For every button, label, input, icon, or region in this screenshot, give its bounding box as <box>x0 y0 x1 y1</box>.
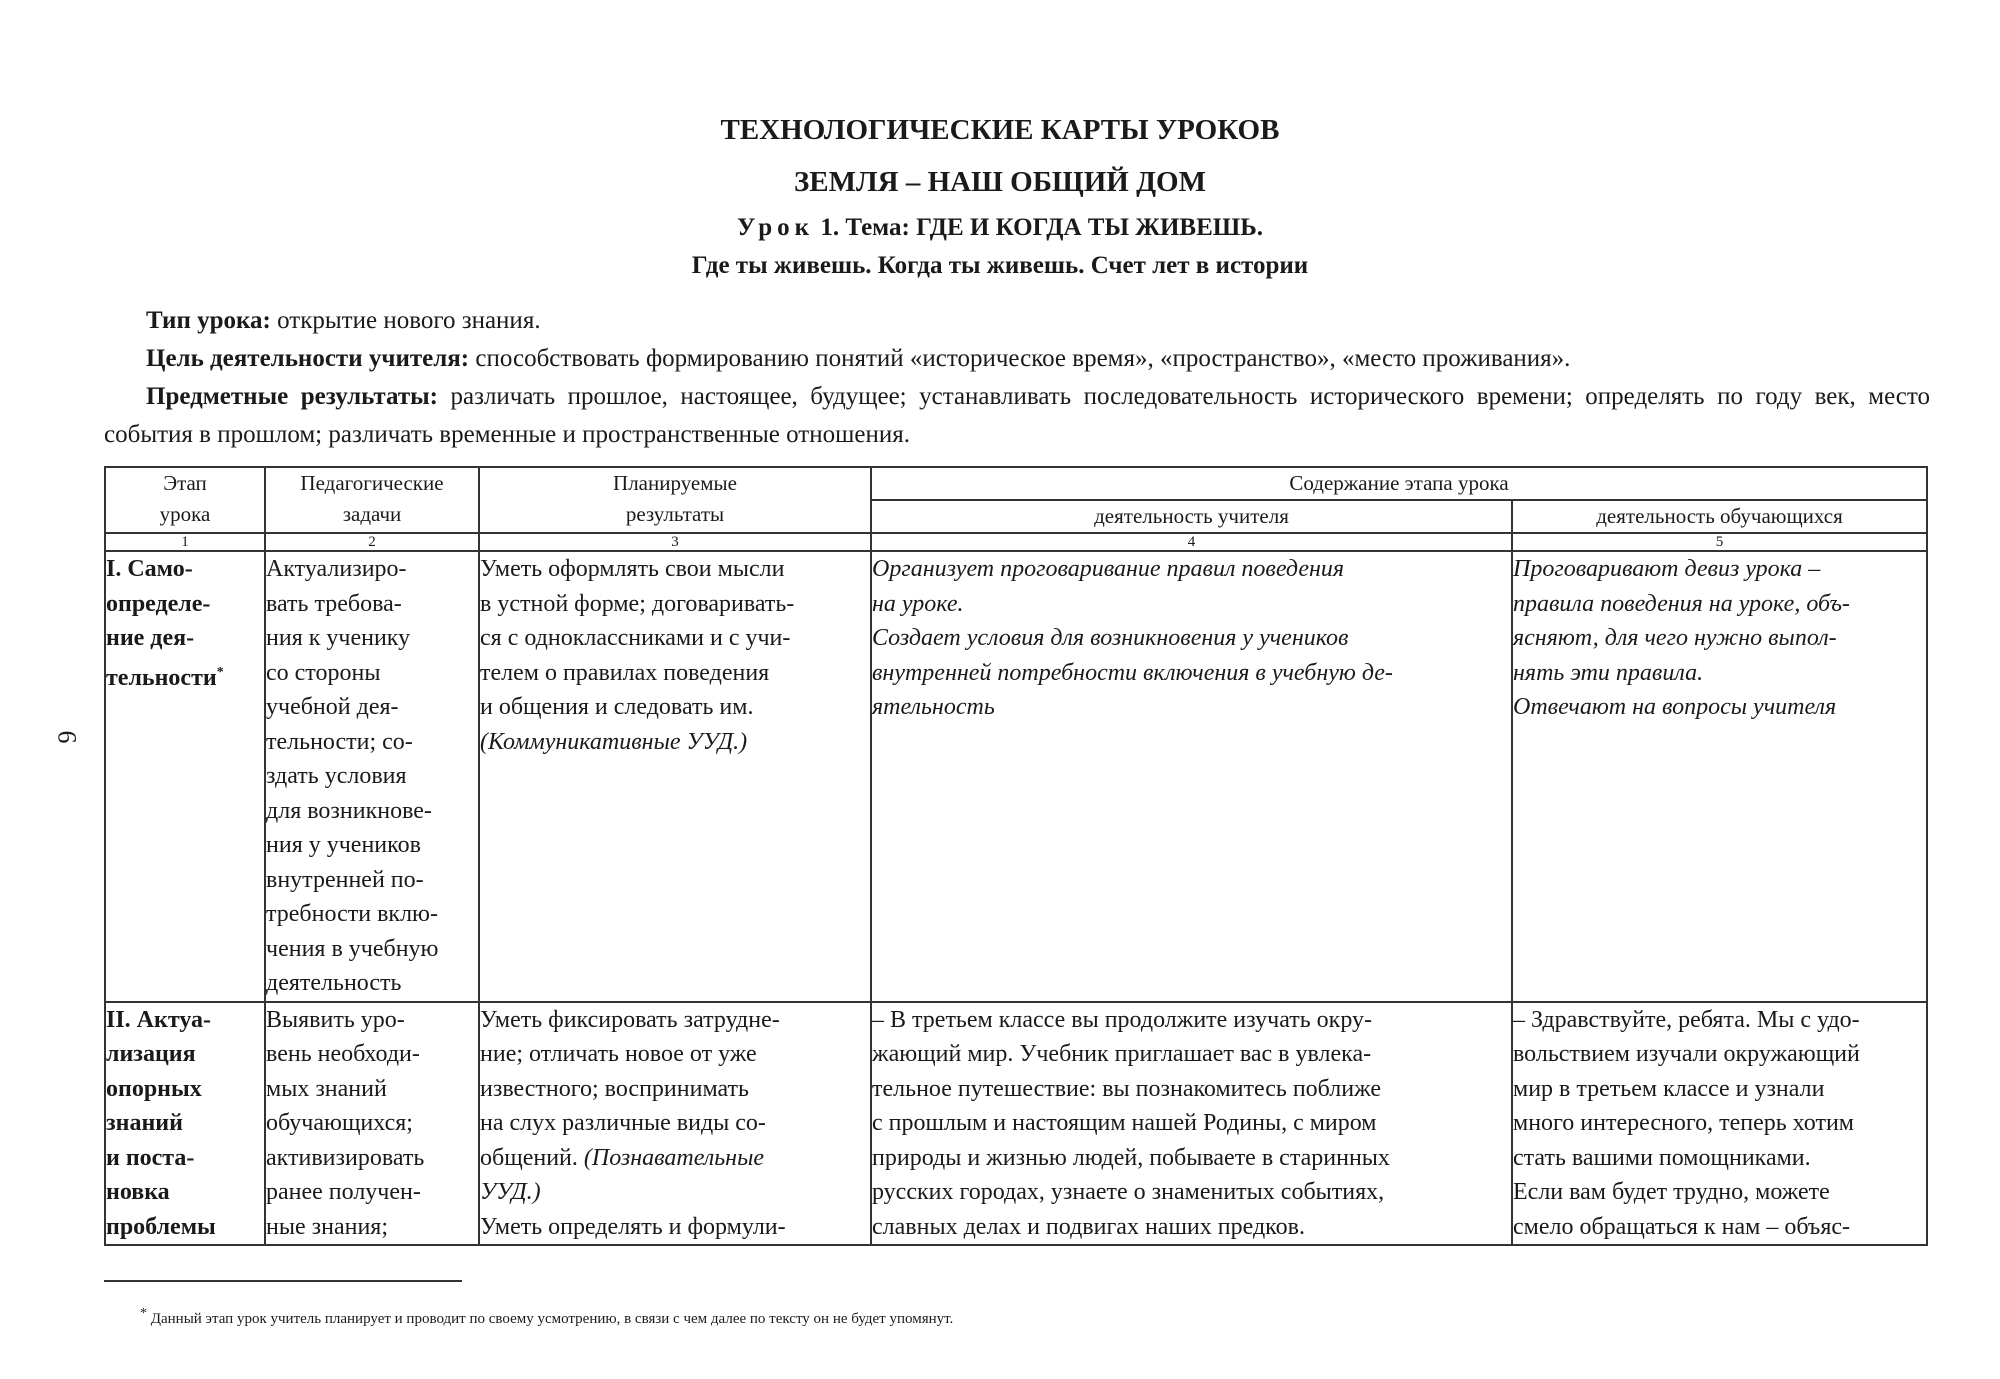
text-line: новка <box>106 1179 170 1205</box>
text-line: здать условия <box>266 763 407 789</box>
text-line: ния к ученику <box>266 625 411 651</box>
header-teacher: деятельность учителя <box>871 500 1512 533</box>
header-stage <box>105 467 265 533</box>
text-line: II. Актуа- <box>106 1006 211 1033</box>
text-line: для возникнове- <box>266 797 432 824</box>
text-line: деятельность <box>266 970 402 996</box>
text-line: русских городах, узнаете о знаменитых событиях, <box>872 1179 1385 1205</box>
tasks-cell <box>265 551 479 1002</box>
table-row <box>105 1002 1927 1246</box>
text-line <box>480 1141 870 1176</box>
text-line-part: (Познавательные <box>583 1144 764 1171</box>
text-line: в устной форме; договаривать- <box>480 590 795 617</box>
text-line: Организует проговаривание правил поведения <box>872 556 1345 582</box>
stage-cell <box>105 1002 265 1246</box>
text-line: вень необходи- <box>266 1041 420 1067</box>
lesson-subtitle: Где ты живешь. Когда ты живешь. Счет лет в истории <box>691 252 1309 279</box>
text-line: Выявить уро- <box>266 1006 405 1033</box>
text-line: стать вашими помощниками. <box>1513 1144 1811 1171</box>
results-cell <box>479 551 871 1002</box>
footnote-text: Данный этап урок учитель планирует и проводит по своему усмотрению, в связи с чем далее по тексту он не будет упомянут. <box>150 1311 954 1327</box>
column-number: 3 <box>479 533 871 551</box>
text-line: Проговаривают девиз урока – <box>1513 556 1821 582</box>
text-line-part: общений. <box>480 1144 584 1171</box>
text-line: (Коммуникативные УУД.) <box>480 728 748 755</box>
text-line: правила поведения на уроке, объ- <box>1513 590 1850 617</box>
text-line: – В третьем классе вы продолжите изучать окру- <box>872 1006 1372 1033</box>
text-line: Актуализиро- <box>266 556 407 582</box>
text-line-part: тельности <box>106 664 217 691</box>
lesson-map-table <box>104 466 1928 1246</box>
text-line: ся с одноклассниками и с учи- <box>480 625 791 651</box>
header-results <box>479 467 871 533</box>
text-line: много интересного, теперь хотим <box>1513 1110 1854 1136</box>
text-line: активизировать <box>266 1144 425 1171</box>
text-line: ные знания; <box>266 1213 388 1240</box>
footnote-mark: * <box>140 1306 147 1321</box>
page-number: 6 <box>52 730 82 744</box>
text-line: с прошлым и настоящим нашей Родины, с миром <box>872 1110 1377 1136</box>
text-line: телем о правилах поведения <box>480 659 770 686</box>
header-tasks <box>265 467 479 533</box>
subject-results-label: Предметные результаты: <box>146 383 438 410</box>
text-line: тельности; со- <box>266 728 413 755</box>
text-line: проблемы <box>106 1213 216 1240</box>
text-line: Уметь определять и формули- <box>480 1213 786 1240</box>
text-line: Создает условия для возникновения у учеников <box>872 625 1349 651</box>
lesson-title <box>0 208 2000 248</box>
text-line: внутренней потребности включения в учебную де- <box>872 659 1393 686</box>
text-line: лизация <box>106 1041 196 1067</box>
text-line: ние; отличать новое от уже <box>480 1041 757 1067</box>
lesson-type-value: открытие нового знания. <box>277 307 541 334</box>
text-line: Отвечают на вопросы учителя <box>1513 694 1837 720</box>
results-cell <box>479 1002 871 1246</box>
text-line: жающий мир. Учебник приглашает вас в увлека- <box>872 1041 1372 1067</box>
page-subtitle: ЗЕМЛЯ – НАШ ОБЩИЙ ДОМ <box>794 166 1206 198</box>
header-stage-line: Этап <box>163 471 207 495</box>
page-header <box>0 104 2000 284</box>
text-line: обучающихся; <box>266 1110 413 1136</box>
page-title: ТЕХНОЛОГИЧЕСКИЕ КАРТЫ УРОКОВ <box>720 114 1280 146</box>
header-results-line: результаты <box>625 502 725 526</box>
lesson-topic: 1. Тема: ГДЕ И КОГДА ТЫ ЖИВЕШЬ. <box>820 214 1264 241</box>
lesson-prefix: Урок <box>736 214 815 241</box>
text-line: УУД.) <box>480 1179 541 1205</box>
header-content: Содержание этапа урока <box>871 467 1927 500</box>
footnote-mark: * <box>216 664 224 680</box>
lesson-intro <box>104 302 1930 454</box>
footnote-divider <box>104 1280 462 1282</box>
text-line: опорных <box>106 1075 202 1102</box>
lesson-type <box>104 302 1930 340</box>
teacher-goal-value: способствовать формированию понятий «историческое время», «пространство», «место проживания». <box>475 345 1571 372</box>
text-line: Если вам будет трудно, можете <box>1513 1179 1830 1205</box>
header-results-line: Планируемые <box>613 471 737 495</box>
text-line: определе- <box>106 590 211 617</box>
column-number: 2 <box>265 533 479 551</box>
subject-results <box>104 378 1930 454</box>
text-line: смело обращаться к нам – объяс- <box>1513 1213 1851 1240</box>
header-students: деятельность обучающихся <box>1512 500 1927 533</box>
text-line: ранее получен- <box>266 1179 421 1205</box>
subject-results-value: различать прошлое, настоящее, будущее; устанавливать последовательность исторического времени; определять по году век, место события в прошлом; различать временные и пространственные отношения. <box>104 383 1930 448</box>
footnote <box>140 1304 953 1329</box>
header-tasks-line: Педагогические <box>300 471 444 495</box>
lesson-type-label: Тип урока: <box>146 307 271 334</box>
text-line: мир в третьем классе и узнали <box>1513 1075 1825 1102</box>
table-row <box>105 551 1927 1002</box>
text-line: тельное путешествие: вы познакомитесь поближе <box>872 1075 1382 1102</box>
teacher-cell <box>871 1002 1512 1246</box>
text-line: славных делах и подвигах наших предков. <box>872 1213 1305 1240</box>
text-line: ятельность <box>872 694 995 720</box>
text-line: чения в учебную <box>266 935 439 962</box>
students-cell <box>1512 551 1927 1002</box>
text-line: вольствием изучали окружающий <box>1513 1041 1860 1067</box>
text-line <box>106 656 264 696</box>
text-line: со стороны <box>266 659 381 686</box>
text-line: мых знаний <box>266 1075 387 1102</box>
text-line: и общения и следовать им. <box>480 694 754 720</box>
column-number: 5 <box>1512 533 1927 551</box>
header-row <box>105 467 1927 500</box>
text-line: вать требова- <box>266 590 402 617</box>
text-line: Уметь оформлять свои мысли <box>480 556 785 582</box>
text-line: ние дея- <box>106 625 195 651</box>
header-tasks-line: задачи <box>342 502 402 526</box>
text-line: знаний <box>106 1110 183 1136</box>
text-line: требности вклю- <box>266 901 438 927</box>
text-line: природы и жизнью людей, побываете в старинных <box>872 1144 1390 1171</box>
column-number-row <box>105 533 1927 551</box>
column-number: 1 <box>105 533 265 551</box>
stage-cell <box>105 551 265 1002</box>
text-line: ния у учеников <box>266 832 421 858</box>
text-line: ясняют, для чего нужно выпол- <box>1513 625 1837 651</box>
text-line: I. Само- <box>106 556 193 582</box>
header-stage-line: урока <box>159 502 211 526</box>
text-line: нять эти правила. <box>1513 659 1704 686</box>
text-line: внутренней по- <box>266 866 424 893</box>
students-cell <box>1512 1002 1927 1246</box>
text-line: известного; воспринимать <box>480 1075 749 1102</box>
teacher-goal <box>104 340 1930 378</box>
text-line: на уроке. <box>872 590 964 617</box>
teacher-goal-label: Цель деятельности учителя: <box>146 345 470 372</box>
text-line: учебной дея- <box>266 694 399 720</box>
text-line: Уметь фиксировать затрудне- <box>480 1006 780 1033</box>
text-line: – Здравствуйте, ребята. Мы с удо- <box>1513 1006 1860 1033</box>
teacher-cell <box>871 551 1512 1002</box>
tasks-cell <box>265 1002 479 1246</box>
column-number: 4 <box>871 533 1512 551</box>
text-line: на слух различные виды со- <box>480 1110 766 1136</box>
text-line: и поста- <box>106 1144 195 1171</box>
